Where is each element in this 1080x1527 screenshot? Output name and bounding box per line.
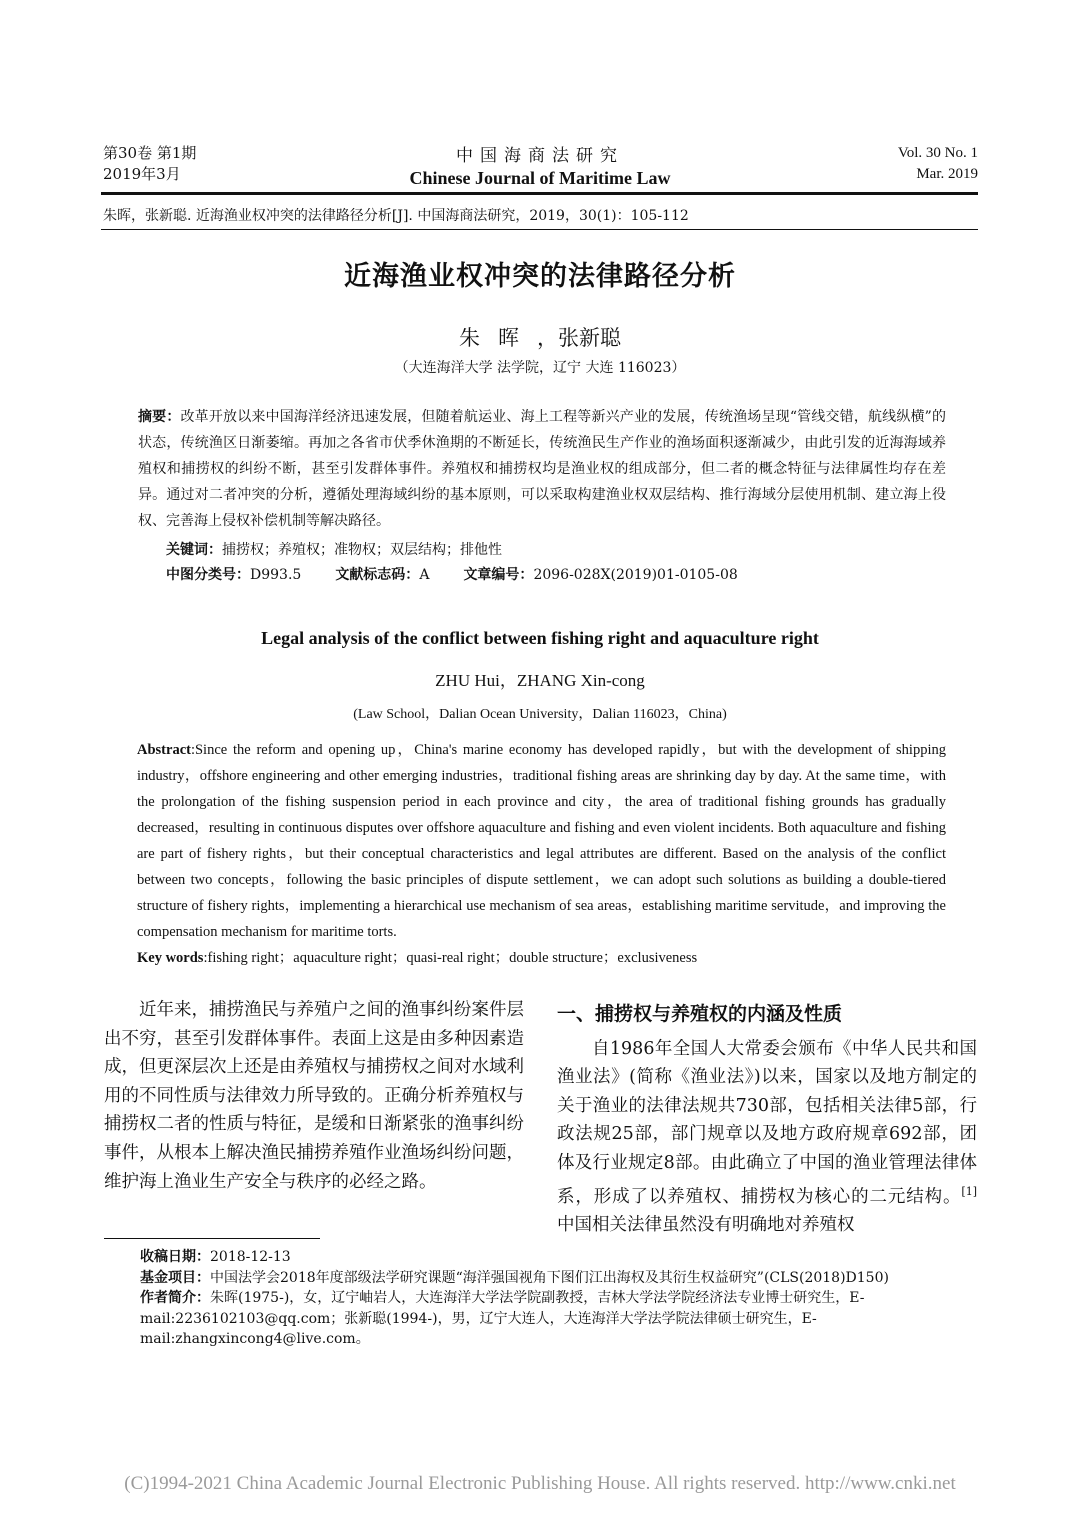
section-text-2: 中国相关法律虽然没有明确地对养殖权 <box>557 1214 855 1235</box>
article-title-en: Legal analysis of the conflict between fishing right and aquaculture right <box>261 628 819 648</box>
abstract-cn-text: 改革开放以来中国海洋经济迅速发展，但随着航运业、海上工程等新兴产业的发展，传统渔场呈现“管线交错，航线纵横”的状态，传统渔区日渐萎缩。再加之各省市伏季休渔期的不断延长，传统渔民生产作业的渔场面积逐渐减少，由此引发的近海海域养殖权和捕捞权的纠纷不断，甚至引发群体事件。养殖权和捕捞权均是渔业权的组成部分，但二者的概念特征与法律属性均存在差异。通过对二者冲突的分析，遵循处理海域纠纷的基本原则，可以采取构建渔业权双层结构、推行海域分层使用机制、建立海上役权、完善海上侵权补偿机制等解决路径。 <box>138 409 947 529</box>
intro-paragraph: 近年来，捕捞渔民与养殖户之间的渔事纠纷案件层出不穷，甚至引发群体事件。表面上这是由多种因素造成，但更深层次上还是由养殖权与捕捞权之间对水域利用的不同性质与法律效力所导致的。正确分析养殖权与捕捞权二者的性质与特征，是缓和日渐紧张的渔事纠纷事件，从根本上解决渔民捕捞养殖作业渔场纠纷问题，维护海上渔业生产安全与秩序的必经之路。 <box>104 1000 524 1192</box>
article-no-value: 2096-028X(2019)01-0105-08 <box>533 567 738 583</box>
clc-value: D993.5 <box>250 567 302 583</box>
citation-rule <box>101 229 978 230</box>
keywords-en-text: :fishing right；aquaculture right；quasi-real right；double structure；exclusiveness <box>203 950 698 966</box>
volume-issue-en: Vol. 30 No. 1 <box>897 145 978 161</box>
keywords-en <box>137 946 697 967</box>
journal-name-cn: 中国海商法研究 <box>456 146 624 166</box>
article-title: 近海渔业权冲突的法律路径分析 <box>344 261 736 292</box>
fund-item <box>140 1268 978 1289</box>
body-left-column <box>104 996 524 1196</box>
header-right <box>898 143 978 185</box>
received-value: 2018-12-13 <box>210 1249 291 1265</box>
keywords-en-label: Key words <box>137 950 204 966</box>
author-first: 朱晖 <box>459 326 537 350</box>
abstract-en <box>137 737 946 945</box>
affiliation-cn: （大连海洋大学 法学院，辽宁 大连 116023） <box>394 360 686 376</box>
footnote-rule <box>104 1238 320 1239</box>
clc-label: 中图分类号： <box>166 567 250 583</box>
article-no-label: 文章编号： <box>463 567 534 583</box>
copyright-watermark: (C)1994-2021 China Academic Journal Electronic Publishing House. All rights reserved. http://www.cnki.net <box>124 1473 956 1494</box>
received-date <box>140 1247 978 1268</box>
abstract-cn-label: 摘要： <box>138 409 181 425</box>
header-rule <box>101 192 978 195</box>
section-text-1: 自1986年全国人大常委会颁布《中华人民共和国渔业法》(简称《渔业法》)以来，国家以及地方制定的关于渔业的法律法规共730部，包括相关法律5部，行政法规25部，部门规章以及地方政府规章692部，团体及行业规定8部。由此确立了中国的渔业管理法律体系，形成了以养殖权、捕捞权为核心的二元结构。 <box>557 1038 977 1207</box>
authors-en: ZHU Hui，ZHANG Xin-cong <box>435 671 645 690</box>
author-rest: ，张新聪 <box>537 326 621 350</box>
abstract-en-label: Abstract <box>137 742 191 758</box>
doc-code-label: 文献标志码： <box>335 567 420 583</box>
keywords-cn-label: 关键词： <box>166 542 222 558</box>
journal-name-en: Chinese Journal of Maritime Law <box>409 168 671 188</box>
fund-value: 中国法学会2018年度部级法学研究课题“海洋强国视角下图们江出海权及其衍生权益研究”(CLS(2018)D150) <box>210 1269 889 1286</box>
received-label: 收稿日期： <box>140 1249 210 1265</box>
author-bio <box>140 1288 978 1350</box>
footnotes <box>140 1247 978 1350</box>
keywords-cn <box>166 539 502 559</box>
author-bio-label: 作者简介： <box>140 1290 210 1306</box>
keywords-cn-text: 捕捞权；养殖权；准物权；双层结构；排他性 <box>222 542 502 558</box>
doc-code-value: A <box>419 567 430 583</box>
date-en: Mar. 2019 <box>916 166 978 182</box>
fund-label: 基金项目： <box>140 1269 210 1286</box>
citation-line: 朱晖，张新聪. 近海渔业权冲突的法律路径分析[J]. 中国海商法研究，2019，30(1)：105-112 <box>103 208 689 224</box>
abstract-en-text: :Since the reform and opening up，China's marine economy has developed rapidly，but with the development of shipping industry，offshore engineering and other emerging industries，traditional fishing areas are shrinking day by day. At the same time，with the prolongation of the fishing suspension period in each province and city，the area of traditional fishing grounds has gradually decreased，resulting in continuous disputes over offshore aquaculture and fishing and even violent incidents. Both aquaculture and fishing are part of fishery rights，but their conceptual characteristics and legal attributes are different. Based on the analysis of the conflict between two concepts，following the basic principles of dispute settlement，we can adopt such solutions as building a double-tiered structure of fishery rights，implementing a hierarchical use mechanism of sea areas，establishing maritime servitude，and improving the compensation mechanism for maritime torts. <box>137 742 946 940</box>
section-paragraph <box>557 1035 977 1240</box>
affiliation-en: (Law School，Dalian Ocean University，Dalian 116023，China) <box>353 707 727 722</box>
reference-marker[interactable]: [1] <box>961 1184 977 1198</box>
authors-cn <box>0 322 1080 352</box>
classification-line <box>166 564 738 584</box>
section-heading: 一、捕捞权与养殖权的内涵及性质 <box>557 1003 843 1025</box>
body-right-column <box>557 1000 977 1240</box>
author-bio-value: 朱晖(1975-)，女，辽宁岫岩人，大连海洋大学法学院副教授，吉林大学法学院经济法专业博士研究生，E-mail:2236102103@qq.com；张新聪(1994-)，男，辽宁大连人，大连海洋大学法学院法律硕士研究生，E-mail:zhangxincong4@live.com。 <box>140 1290 865 1347</box>
date-cn: 2019年3月 <box>103 165 181 183</box>
abstract-cn <box>138 404 946 534</box>
volume-issue-cn: 第30卷 第1期 <box>103 144 197 162</box>
